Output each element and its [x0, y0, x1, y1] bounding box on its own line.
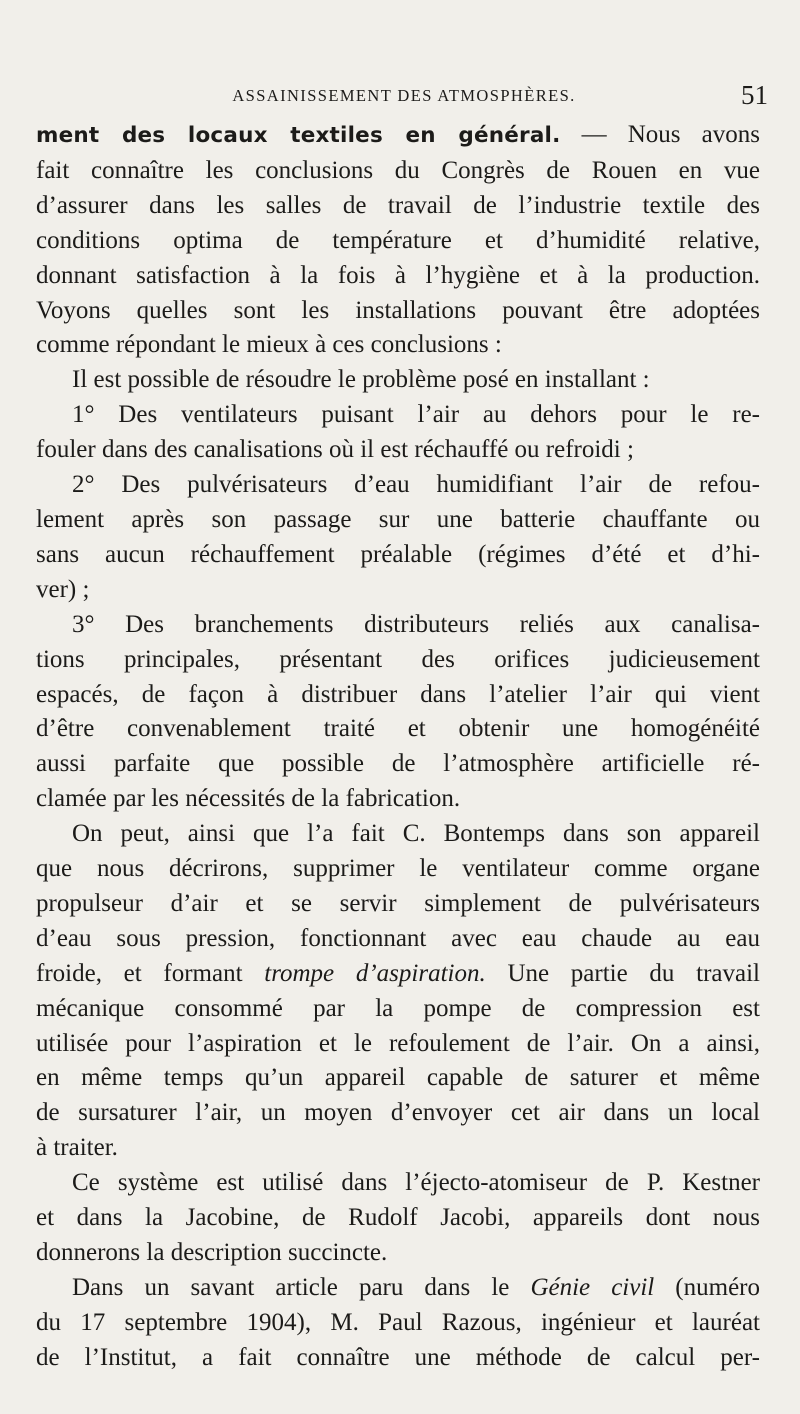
paragraph	[36, 1166, 760, 1271]
page-number: 51	[741, 80, 768, 110]
text-span: (numéro	[654, 1273, 760, 1301]
paragraph	[36, 468, 760, 608]
text-line: lement après son passage sur une batterie chauffante ou	[36, 505, 760, 533]
text-line: à traiter.	[36, 1134, 118, 1162]
text-line: mécanique consommé par la pompe de compression est	[36, 994, 760, 1022]
paragraph	[36, 817, 760, 1166]
text-span: froide, et formant	[36, 959, 265, 987]
text-span: Dans un savant article paru dans le	[72, 1273, 531, 1301]
italic-term: Génie civil	[530, 1273, 655, 1301]
text-line: 2° Des pulvérisateurs d’eau humidifiant l’air de refou-	[72, 471, 760, 499]
text-line: et dans la Jacobine, de Rudolf Jacobi, appareils dont nous	[36, 1204, 760, 1232]
text-span: — Nous avons	[560, 121, 760, 148]
text-line: espacés, de façon à distribuer dans l’atelier l’air qui vient	[36, 680, 760, 708]
text-line: fait connaître les conclusions du Congrès de Rouen en vue	[36, 156, 760, 184]
text-line	[36, 1271, 760, 1306]
text-line: que nous décrirons, supprimer le ventilateur comme organe	[36, 855, 760, 883]
italic-term: trompe d’aspiration.	[264, 959, 486, 987]
text-line: Il est possible de résoudre le problème posé en installant :	[72, 366, 650, 394]
text-line: 1° Des ventilateurs puisant l’air au dehors pour le re-	[72, 401, 760, 429]
text-line: utilisée pour l’aspiration et le refoulement de l’air. On a ainsi,	[36, 1029, 760, 1057]
text-line: tions principales, présentant des orifices judicieusement	[36, 645, 760, 673]
text-line: donnerons la description succincte.	[36, 1239, 388, 1266]
text-line: du 17 septembre 1904), M. Paul Razous, ingénieur et lauréat	[36, 1308, 760, 1336]
text-span: Une partie du travail	[485, 959, 760, 987]
text-line	[36, 118, 760, 154]
text-line: aussi parfaite que possible de l’atmosphère artificielle ré-	[36, 750, 760, 778]
paragraph	[36, 1271, 760, 1376]
text-line: fouler dans des canalisations où il est réchauffé ou refroidi ;	[36, 436, 634, 464]
text-line: d’assurer dans les salles de travail de l’industrie textile des	[36, 191, 760, 219]
text-line: de l’Institut, a fait connaître une méthode de calcul per-	[36, 1343, 760, 1371]
text-line: Ce système est utilisé dans l’éjecto-atomiseur de P. Kestner	[72, 1169, 760, 1197]
text-line	[36, 957, 760, 992]
paragraph	[36, 118, 760, 363]
text-line: en même temps qu’un appareil capable de saturer et même	[36, 1064, 760, 1092]
text-line: donnant satisfaction à la fois à l’hygiène et à la production.	[36, 261, 760, 289]
text-line: 3° Des branchements distributeurs reliés aux canalisa-	[72, 610, 760, 638]
text-line: propulseur d’air et se servir simplement de pulvérisateurs	[36, 889, 760, 917]
text-line: sans aucun réchauffement préalable (régimes d’été et d’hi-	[36, 540, 760, 568]
text-line: clamée par les nécessités de la fabrication.	[36, 785, 461, 813]
text-line: On peut, ainsi que l’a fait C. Bontemps dans son appareil	[72, 820, 760, 848]
paragraph	[36, 398, 760, 468]
paragraph	[36, 363, 760, 398]
running-title: ASSAINISSEMENT DES ATMOSPHÈRES.	[232, 86, 576, 105]
text-line: d’eau sous pression, fonctionnant avec eau chaude au eau	[36, 924, 760, 952]
text-line: de sursaturer l’air, un moyen d’envoyer cet air dans un local	[36, 1099, 760, 1127]
text-line: conditions optima de température et d’humidité relative,	[36, 226, 760, 254]
running-head	[40, 80, 768, 112]
paragraph	[36, 608, 760, 817]
text-line: Voyons quelles sont les installations pouvant être adoptées	[36, 296, 760, 324]
text-line: ver) ;	[36, 575, 90, 603]
body-text	[36, 118, 760, 1376]
bold-heading-text: ment des locaux textiles en général.	[36, 123, 561, 148]
text-line: comme répondant le mieux à ces conclusions :	[36, 331, 502, 359]
text-line: d’être convenablement traité et obtenir une homogénéité	[36, 715, 760, 743]
